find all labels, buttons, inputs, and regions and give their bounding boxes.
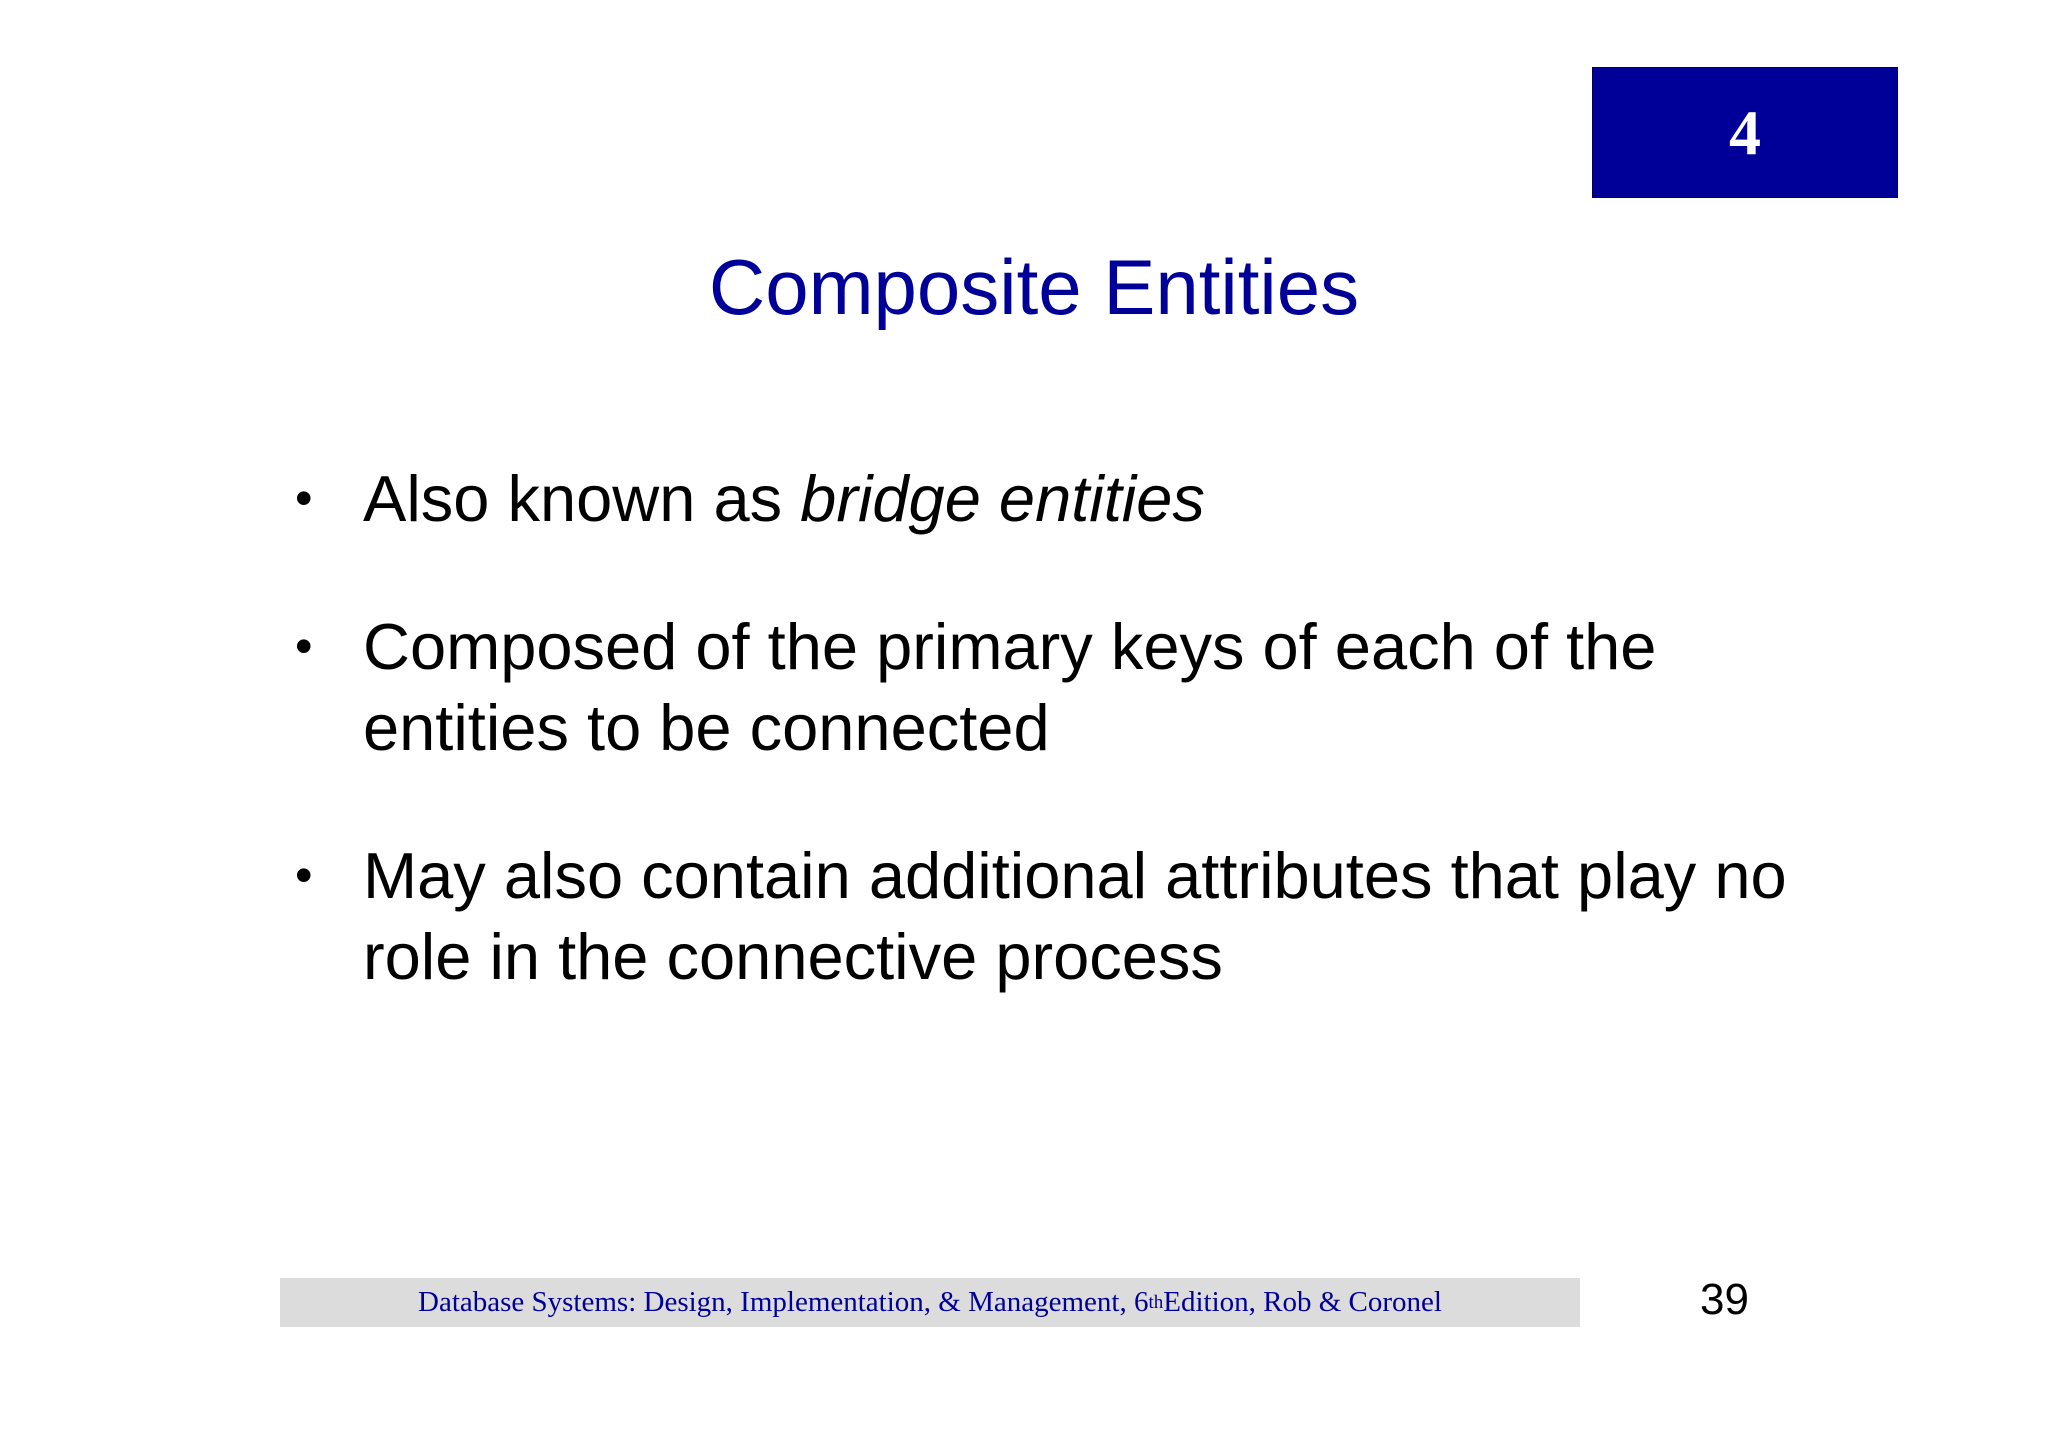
bullet-item-1 [290, 458, 1790, 539]
footer-citation: Database Systems: Design, Implementation, & Management, 6 th Edition, Rob & Coronel [280, 1278, 1580, 1327]
bullet-list [290, 458, 1790, 997]
bullet-text: Also known as [363, 462, 801, 535]
bullet-text: Composed of the primary keys of each of the entities to be connected [363, 610, 1657, 764]
footer-suffix: Edition, Rob & Coronel [1163, 1286, 1442, 1318]
bullet-icon: • [295, 847, 313, 903]
bullet-item-2 [290, 606, 1790, 768]
bullet-icon: • [295, 618, 313, 674]
chapter-badge: 4 [1592, 67, 1898, 198]
page-number: 39 [1700, 1275, 1749, 1324]
bullet-item-3 [290, 835, 1790, 997]
bullet-icon: • [295, 470, 313, 526]
slide-title: Composite Entities [708, 243, 1360, 331]
bullet-emphasis: bridge entities [800, 462, 1205, 535]
footer-prefix: Database Systems: Design, Implementation, & Management, 6 [418, 1286, 1149, 1318]
bullet-text: May also contain additional attributes that play no role in the connective process [363, 839, 1787, 993]
